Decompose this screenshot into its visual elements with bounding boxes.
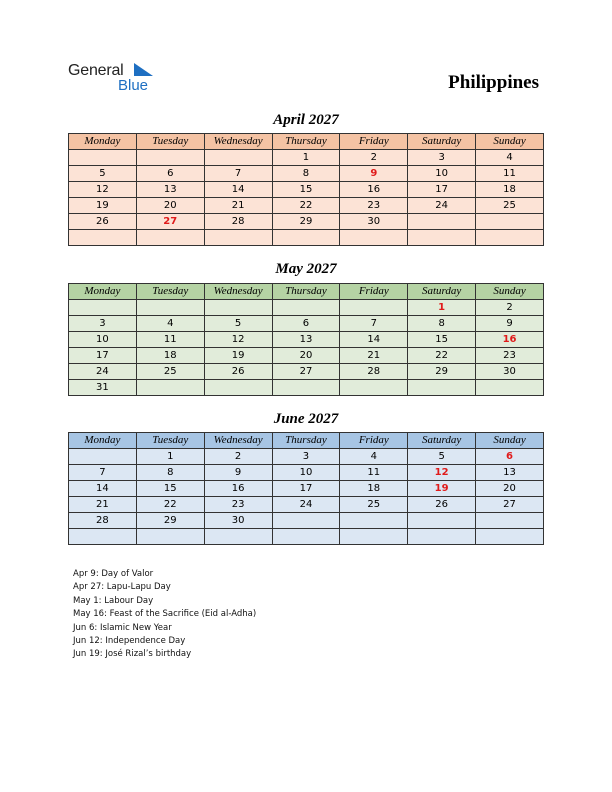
day-cell [272, 230, 340, 246]
week-row [69, 513, 544, 529]
day-cell [408, 214, 476, 230]
day-cell: 15 [136, 481, 204, 497]
weekday-header: Saturday [408, 284, 476, 300]
day-cell [69, 449, 137, 465]
weekday-header: Tuesday [136, 134, 204, 150]
week-row [69, 465, 544, 481]
day-cell [204, 529, 272, 545]
day-cell: 23 [204, 497, 272, 513]
day-cell: 24 [272, 497, 340, 513]
week-row [69, 214, 544, 230]
weekday-header: Saturday [408, 433, 476, 449]
day-cell: 9 [476, 316, 544, 332]
weekday-header: Sunday [476, 134, 544, 150]
day-cell: 2 [204, 449, 272, 465]
day-cell [136, 150, 204, 166]
week-row [69, 481, 544, 497]
weekday-header: Thursday [272, 284, 340, 300]
holiday-item: Jun 6: Islamic New Year [73, 622, 172, 633]
weekday-header: Thursday [272, 134, 340, 150]
day-cell [204, 380, 272, 396]
weekday-header: Tuesday [136, 284, 204, 300]
day-cell [476, 380, 544, 396]
day-cell: 20 [136, 198, 204, 214]
day-cell: 18 [476, 182, 544, 198]
day-cell [340, 529, 408, 545]
weekday-header: Sunday [476, 433, 544, 449]
day-cell: 18 [136, 348, 204, 364]
day-cell: 22 [408, 348, 476, 364]
holiday-item: Apr 27: Lapu-Lapu Day [73, 582, 171, 593]
day-cell [136, 380, 204, 396]
day-cell [272, 513, 340, 529]
day-cell [408, 513, 476, 529]
weekday-header: Monday [69, 134, 137, 150]
day-cell: 9 [340, 166, 408, 182]
day-cell [476, 230, 544, 246]
day-cell [408, 529, 476, 545]
day-cell: 27 [272, 364, 340, 380]
holiday-item: Apr 9: Day of Valor [73, 569, 154, 579]
weekday-header-row [69, 284, 544, 300]
day-cell: 7 [340, 316, 408, 332]
weekday-header-row [69, 433, 544, 449]
day-cell: 3 [272, 449, 340, 465]
day-cell: 14 [340, 332, 408, 348]
day-cell [272, 529, 340, 545]
day-cell [340, 300, 408, 316]
day-cell: 26 [408, 497, 476, 513]
day-cell: 3 [69, 316, 137, 332]
day-cell: 17 [272, 481, 340, 497]
day-cell: 12 [69, 182, 137, 198]
day-cell: 19 [204, 348, 272, 364]
week-row [69, 230, 544, 246]
day-cell [204, 300, 272, 316]
day-cell [340, 513, 408, 529]
day-cell: 27 [136, 214, 204, 230]
day-cell: 10 [69, 332, 137, 348]
day-cell: 9 [204, 465, 272, 481]
generalblue-logo [68, 60, 168, 96]
day-cell [136, 230, 204, 246]
day-cell: 16 [340, 182, 408, 198]
day-cell: 4 [476, 150, 544, 166]
day-cell: 31 [69, 380, 137, 396]
weekday-header: Wednesday [204, 134, 272, 150]
day-cell: 4 [340, 449, 408, 465]
day-cell: 25 [136, 364, 204, 380]
week-row [69, 348, 544, 364]
day-cell: 7 [204, 166, 272, 182]
week-row [69, 300, 544, 316]
day-cell: 1 [272, 150, 340, 166]
weekday-header: Wednesday [204, 284, 272, 300]
day-cell: 12 [408, 465, 476, 481]
day-cell: 5 [204, 316, 272, 332]
day-cell: 11 [136, 332, 204, 348]
week-row [69, 380, 544, 396]
day-cell: 17 [69, 348, 137, 364]
week-row [69, 166, 544, 182]
weekday-header: Monday [69, 284, 137, 300]
day-cell: 23 [476, 348, 544, 364]
weekday-header-row [69, 134, 544, 150]
month-title-april: April 2027 [273, 112, 339, 128]
day-cell: 23 [340, 198, 408, 214]
day-cell: 6 [272, 316, 340, 332]
day-cell [69, 230, 137, 246]
country-title: Philippines [448, 72, 539, 93]
day-cell: 25 [340, 497, 408, 513]
day-cell: 1 [136, 449, 204, 465]
day-cell: 1 [408, 300, 476, 316]
day-cell [476, 513, 544, 529]
day-cell: 11 [340, 465, 408, 481]
day-cell [204, 150, 272, 166]
logo-triangle-icon [134, 63, 154, 77]
day-cell: 8 [136, 465, 204, 481]
day-cell: 21 [204, 198, 272, 214]
day-cell: 18 [340, 481, 408, 497]
day-cell [476, 529, 544, 545]
day-cell: 29 [408, 364, 476, 380]
month-title-june: June 2027 [273, 411, 339, 427]
day-cell: 13 [272, 332, 340, 348]
day-cell [408, 230, 476, 246]
weekday-header: Wednesday [204, 433, 272, 449]
holiday-list [73, 568, 256, 662]
day-cell [69, 529, 137, 545]
weekday-header: Friday [340, 433, 408, 449]
day-cell: 24 [69, 364, 137, 380]
day-cell: 5 [69, 166, 137, 182]
logo-text-general: General [68, 62, 124, 79]
week-row [69, 198, 544, 214]
week-row [69, 529, 544, 545]
logo-text-blue: Blue [118, 77, 149, 94]
week-row [69, 449, 544, 465]
day-cell [272, 300, 340, 316]
holiday-item: May 1: Labour Day [73, 595, 154, 606]
week-row [69, 316, 544, 332]
day-cell: 20 [476, 481, 544, 497]
calendar-june [68, 432, 544, 545]
day-cell [340, 380, 408, 396]
week-row [69, 497, 544, 513]
weekday-header: Saturday [408, 134, 476, 150]
day-cell: 22 [272, 198, 340, 214]
day-cell: 24 [408, 198, 476, 214]
day-cell [136, 529, 204, 545]
day-cell [69, 150, 137, 166]
month-title-may: May 2027 [275, 261, 337, 277]
calendar-april [68, 133, 544, 246]
holiday-item: Jun 19: José Rizal’s birthday [73, 649, 192, 660]
weekday-header: Tuesday [136, 433, 204, 449]
day-cell [408, 380, 476, 396]
holiday-item: May 16: Feast of the Sacrifice (Eid al-Adha) [73, 609, 257, 620]
day-cell [136, 300, 204, 316]
weekday-header: Friday [340, 134, 408, 150]
day-cell: 17 [408, 182, 476, 198]
day-cell: 8 [272, 166, 340, 182]
day-cell: 15 [408, 332, 476, 348]
day-cell: 28 [69, 513, 137, 529]
week-row [69, 150, 544, 166]
day-cell: 20 [272, 348, 340, 364]
day-cell: 28 [204, 214, 272, 230]
week-row [69, 332, 544, 348]
week-row [69, 182, 544, 198]
day-cell: 3 [408, 150, 476, 166]
day-cell: 10 [408, 166, 476, 182]
day-cell: 22 [136, 497, 204, 513]
weekday-header: Monday [69, 433, 137, 449]
day-cell: 10 [272, 465, 340, 481]
day-cell: 13 [136, 182, 204, 198]
day-cell: 28 [340, 364, 408, 380]
day-cell: 19 [408, 481, 476, 497]
weekday-header: Sunday [476, 284, 544, 300]
day-cell [204, 230, 272, 246]
day-cell: 2 [476, 300, 544, 316]
day-cell [69, 300, 137, 316]
day-cell: 6 [476, 449, 544, 465]
day-cell: 21 [69, 497, 137, 513]
day-cell: 4 [136, 316, 204, 332]
day-cell [272, 380, 340, 396]
day-cell: 14 [69, 481, 137, 497]
day-cell: 29 [136, 513, 204, 529]
day-cell: 2 [340, 150, 408, 166]
week-row [69, 364, 544, 380]
day-cell: 19 [69, 198, 137, 214]
day-cell: 5 [408, 449, 476, 465]
day-cell: 27 [476, 497, 544, 513]
day-cell: 14 [204, 182, 272, 198]
calendar-may [68, 283, 544, 396]
day-cell: 21 [340, 348, 408, 364]
day-cell: 7 [69, 465, 137, 481]
day-cell: 8 [408, 316, 476, 332]
day-cell: 16 [204, 481, 272, 497]
day-cell: 6 [136, 166, 204, 182]
day-cell: 26 [69, 214, 137, 230]
holiday-item: Jun 12: Independence Day [73, 636, 186, 647]
weekday-header: Friday [340, 284, 408, 300]
day-cell [476, 214, 544, 230]
day-cell [340, 230, 408, 246]
day-cell: 25 [476, 198, 544, 214]
weekday-header: Thursday [272, 433, 340, 449]
day-cell: 13 [476, 465, 544, 481]
day-cell: 29 [272, 214, 340, 230]
day-cell: 26 [204, 364, 272, 380]
day-cell: 16 [476, 332, 544, 348]
day-cell: 30 [476, 364, 544, 380]
day-cell: 11 [476, 166, 544, 182]
day-cell: 15 [272, 182, 340, 198]
day-cell: 30 [204, 513, 272, 529]
day-cell: 12 [204, 332, 272, 348]
day-cell: 30 [340, 214, 408, 230]
